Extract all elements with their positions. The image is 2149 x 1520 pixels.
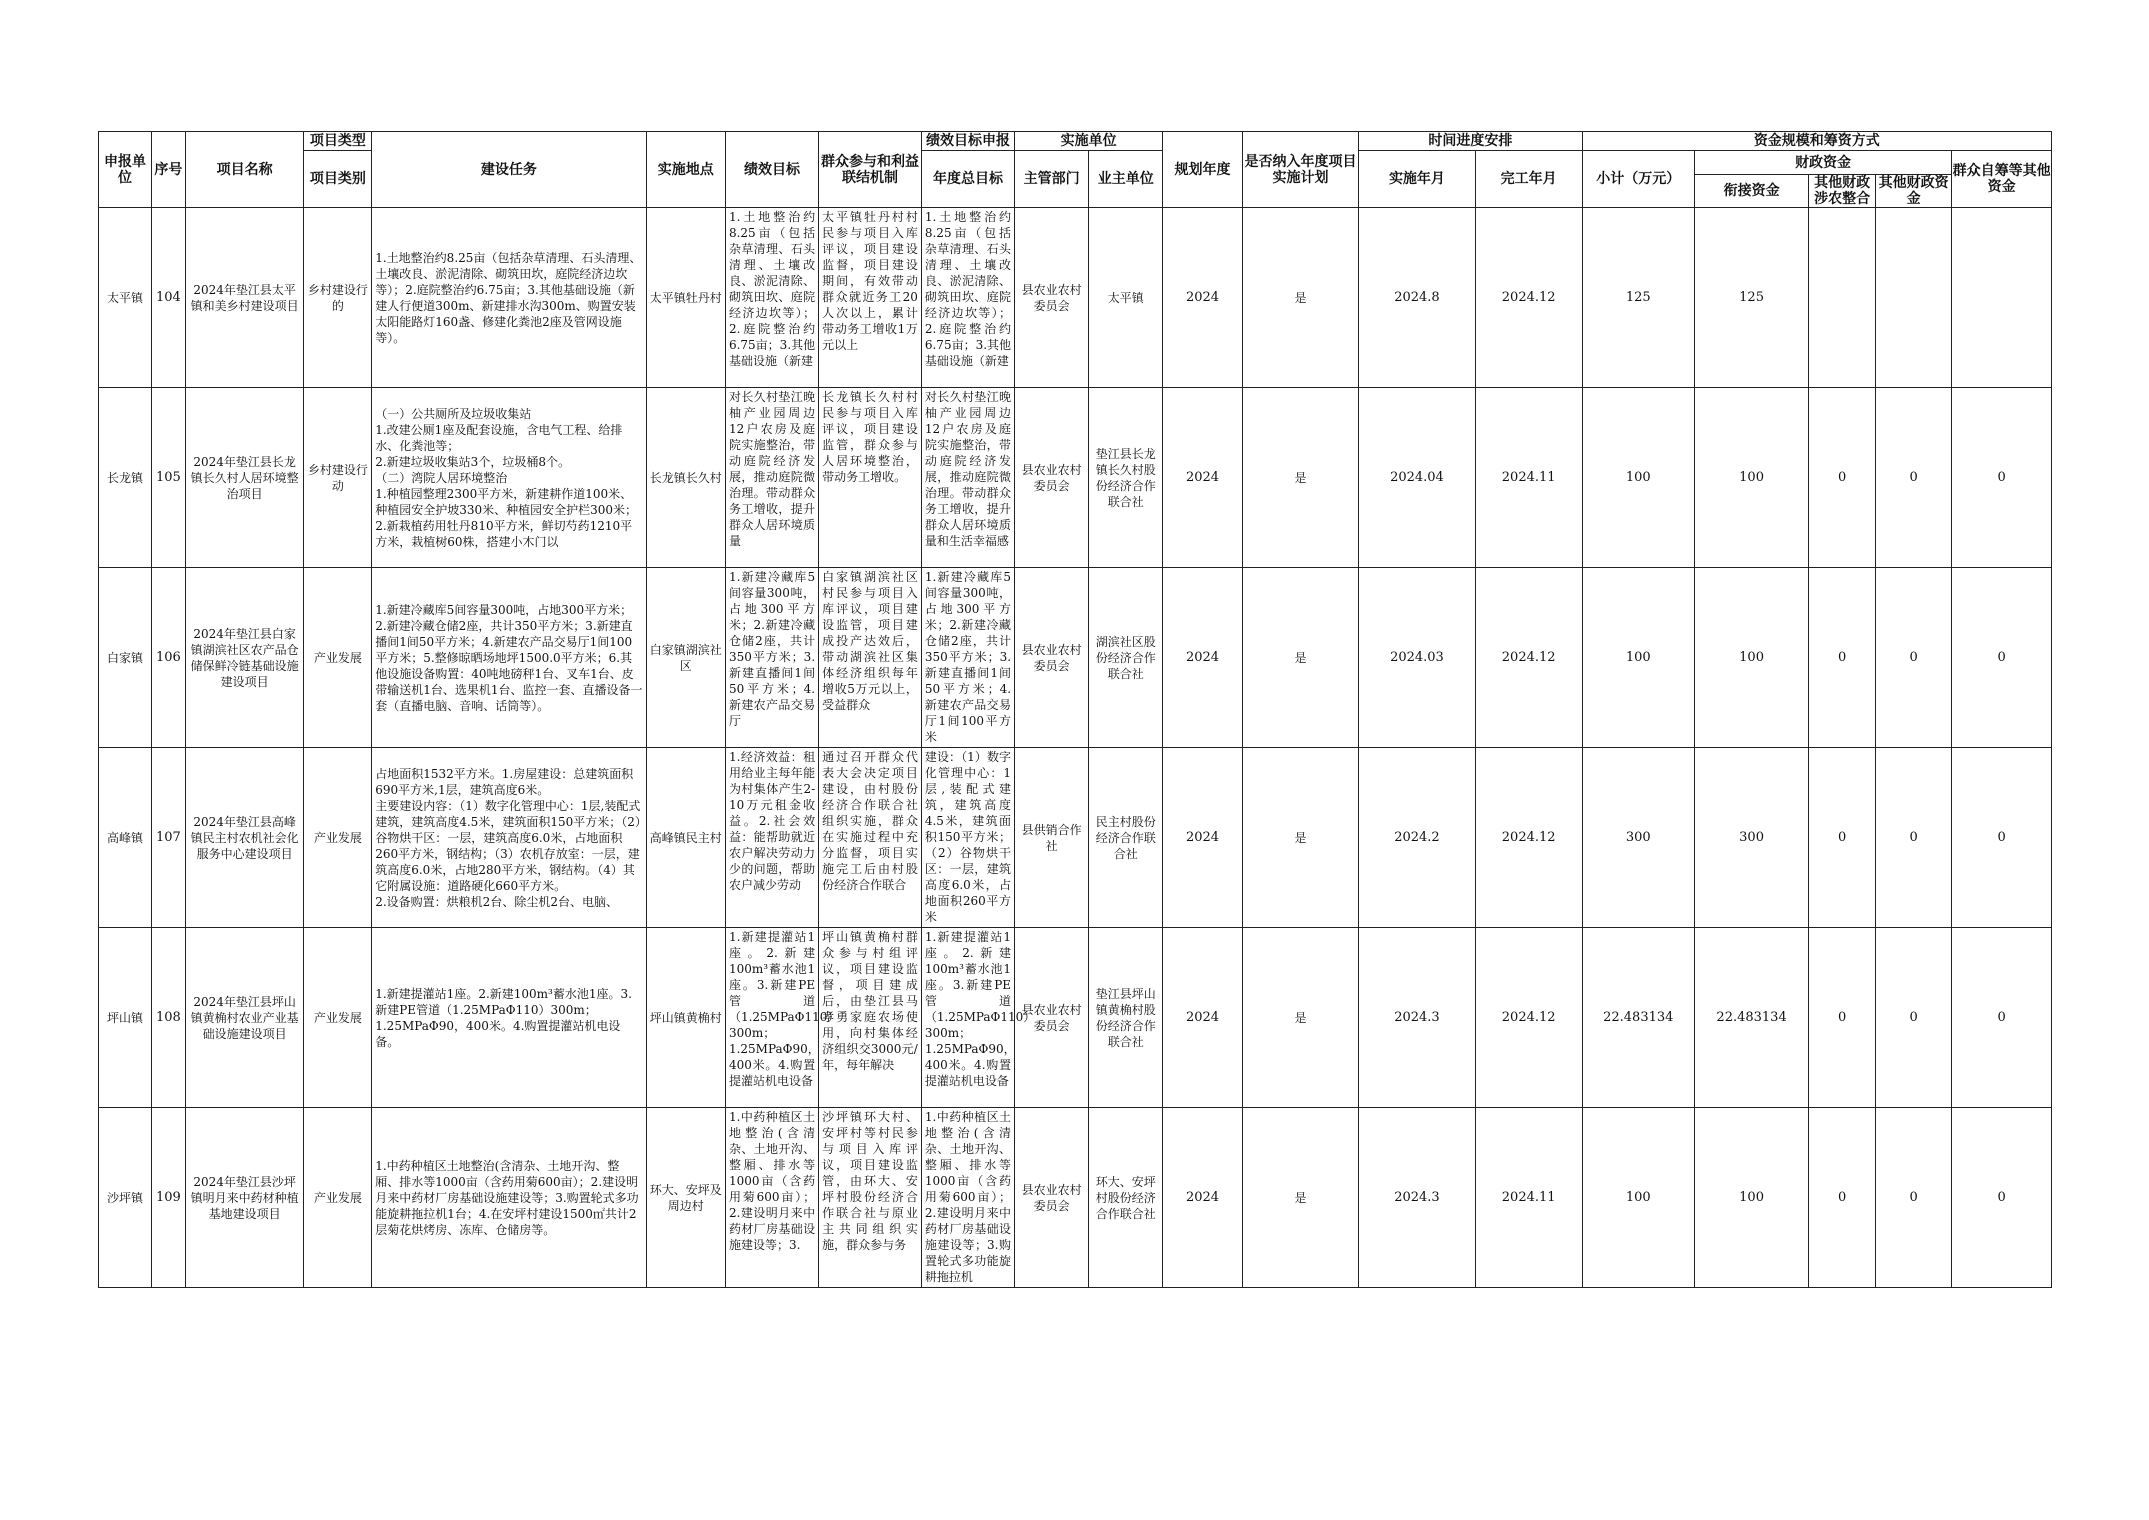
cell-other-agri-text: 0 <box>1837 649 1847 665</box>
cell-name <box>185 208 304 388</box>
cell-unit-text: 白家镇 <box>106 650 143 665</box>
cell-location <box>646 928 725 1108</box>
cell-dept <box>1015 568 1089 748</box>
cell-owner <box>1089 568 1163 748</box>
cell-owner <box>1089 208 1163 388</box>
cell-name <box>185 568 304 748</box>
cell-dept <box>1015 388 1089 568</box>
cell-plan-year-text: 2024 <box>1185 829 1220 845</box>
table-row <box>99 568 2052 748</box>
cell-self-raised <box>1952 748 2052 928</box>
cell-name <box>185 928 304 1108</box>
cell-task <box>372 208 646 388</box>
cell-location <box>646 568 725 748</box>
header-impl-group: 实施单位 <box>1015 132 1163 151</box>
cell-unit <box>99 388 152 568</box>
cell-task-text: 1.土地整治约8.25亩（包括杂草清理、石头清理、土壤改良、淤泥清除、砌筑田坎，庭院经济边坎等）；2.庭院整治约6.75亩；3.其他基础设施（新建人行便道300m、新建排水沟300m、购置安装太阳能路灯160盏、修建化粪池2座及管网设施等）。 <box>375 250 642 345</box>
cell-type <box>304 748 372 928</box>
cell-other-agri-text: 0 <box>1837 469 1847 485</box>
cell-goal-text: 1.新建提灌站1座。2.新建100m³蓄水池1座。3.新建PE管道（1.25MPaΦ110）300m；1.25MPaΦ90，400米。4.购置提灌站机电设备 <box>728 929 840 1088</box>
cell-self-raised <box>1952 208 2052 388</box>
cell-unit <box>99 568 152 748</box>
cell-task-text: 1.中药种植区土地整治(含清杂、土地开沟、整厢、排水等1000亩（含药用菊600亩）；2.建设明月来中药材厂房基础设施建设等；3.购置轮式多功能旋耕拖拉机1台；4.在安坪村建设1500㎡共计2层菊花烘烤房、冻库、仓储房等。 <box>375 1158 639 1237</box>
cell-unit <box>99 208 152 388</box>
cell-other-fiscal-text <box>1876 209 1951 387</box>
cell-other-fiscal <box>1875 388 1951 568</box>
cell-goal-text: 1.经济效益：租用给业主每年能为村集体产生2-10万元租金收益。2.社会效益：能帮助就近农户解决劳动力少的问题，帮助农户减少劳动 <box>728 749 816 892</box>
cell-seq-text: 106 <box>155 649 181 665</box>
cell-mechanism-text: 坪山镇黄桷村群众参与村组评议，项目建设监督，项目建成后，由垫江县马孝勇家庭农场使用，向村集体经济组织交3000元/年，每年解决 <box>822 929 918 1072</box>
cell-plan-year <box>1163 208 1242 388</box>
cell-mechanism <box>819 388 922 568</box>
header-other-agri: 其他财政涉农整合 <box>1809 175 1876 208</box>
cell-other-agri-text: 0 <box>1837 829 1847 845</box>
cell-mechanism <box>819 208 922 388</box>
cell-mechanism-text: 太平镇牡丹村村民参与项目入库评议，项目建设监督，项目建设期间，有效带动群众就近务工20人次以上，累计带动务工增收1万元以上 <box>822 209 918 352</box>
cell-self-raised <box>1952 1108 2052 1288</box>
cell-annual-goal <box>921 568 1014 748</box>
cell-in-plan <box>1242 928 1358 1108</box>
cell-name-text: 2024年垫江县太平镇和美乡村建设项目 <box>190 282 299 313</box>
cell-owner-text: 环大、安坪村股份经济合作联合社 <box>1095 1174 1156 1221</box>
cell-subtotal <box>1582 1108 1694 1288</box>
table-row <box>99 748 2052 928</box>
cell-owner <box>1089 388 1163 568</box>
project-table <box>98 131 2052 1288</box>
cell-other-agri <box>1809 1108 1876 1288</box>
cell-dept <box>1015 208 1089 388</box>
cell-end-text: 2024.12 <box>1501 1009 1556 1025</box>
cell-start-text: 2024.3 <box>1394 1009 1440 1025</box>
cell-end <box>1475 568 1582 748</box>
cell-other-fiscal-text: 0 <box>1909 649 1918 665</box>
cell-goal <box>725 388 818 568</box>
cell-plan-year-text: 2024 <box>1185 469 1220 485</box>
cell-location-text: 太平镇牡丹村 <box>649 290 722 305</box>
cell-link-fund-text: 125 <box>1739 289 1764 305</box>
cell-other-agri <box>1809 928 1876 1108</box>
cell-self-raised <box>1952 928 2052 1108</box>
cell-other-agri <box>1809 568 1876 748</box>
header-fund-group: 资金规模和筹资方式 <box>1582 132 2051 151</box>
cell-location-text: 白家镇湖滨社区 <box>649 642 722 673</box>
cell-subtotal <box>1582 568 1694 748</box>
cell-type <box>304 388 372 568</box>
header-mechanism: 群众参与和利益联结机制 <box>819 132 922 208</box>
cell-mechanism <box>819 1108 922 1288</box>
cell-self-raised-text: 0 <box>1997 829 2006 845</box>
cell-other-fiscal-text: 0 <box>1909 469 1918 485</box>
cell-seq <box>151 1108 185 1288</box>
cell-link-fund <box>1694 568 1808 748</box>
cell-end-text: 2024.12 <box>1501 649 1556 665</box>
cell-annual-goal-text: 建设：（1）数字化管理中心：1层,装配式建筑，建筑高度4.5米，建筑面积150平方米；（2）谷物烘干区：一层，建筑高度6.0米，占地面积260平方米 <box>924 749 1012 924</box>
cell-start <box>1359 388 1475 568</box>
cell-goal <box>725 568 818 748</box>
cell-in-plan-text: 是 <box>1294 1190 1307 1205</box>
cell-other-agri-text <box>1809 209 1875 387</box>
cell-type-text: 乡村建设行动 <box>307 462 368 493</box>
header-in-plan: 是否纳入年度项目实施计划 <box>1242 132 1358 208</box>
cell-name <box>185 748 304 928</box>
cell-annual-goal <box>921 748 1014 928</box>
cell-annual-goal-text: 对长久村垫江晚柚产业园周边12户农房及庭院实施整治，带动庭院经济发展，推动庭院微治理。带动群众务工增收，提升群众人居环境质量和生活幸福感 <box>924 389 1012 548</box>
table-body <box>99 208 2052 1288</box>
cell-link-fund-text: 100 <box>1739 1189 1764 1205</box>
cell-other-fiscal <box>1875 1108 1951 1288</box>
cell-dept-text: 县农业农村委员会 <box>1021 1002 1082 1033</box>
cell-owner <box>1089 928 1163 1108</box>
cell-in-plan-text: 是 <box>1294 470 1307 485</box>
cell-task <box>372 1108 646 1288</box>
table-row <box>99 208 2052 388</box>
cell-in-plan-text: 是 <box>1294 650 1307 665</box>
cell-link-fund <box>1694 208 1808 388</box>
cell-subtotal <box>1582 928 1694 1108</box>
cell-location <box>646 388 725 568</box>
cell-in-plan-text: 是 <box>1294 1010 1307 1025</box>
cell-name-text: 2024年垫江县沙坪镇明月来中药材种植基地建设项目 <box>190 1174 299 1221</box>
cell-unit <box>99 928 152 1108</box>
cell-link-fund-text: 100 <box>1739 469 1764 485</box>
cell-link-fund <box>1694 388 1808 568</box>
cell-start <box>1359 928 1475 1108</box>
cell-in-plan-text: 是 <box>1294 830 1307 845</box>
cell-annual-goal-text: 1.新建冷藏库5间容量300吨，占地300平方米；2.新建冷藏仓储2座，共计350平方米；3.新建直播间1间50平方米；4.新建农产品交易厅1间100平方米 <box>924 569 1012 744</box>
cell-owner-text: 太平镇 <box>1107 290 1144 305</box>
cell-link-fund <box>1694 748 1808 928</box>
cell-seq-text: 109 <box>155 1189 181 1205</box>
cell-name-text: 2024年垫江县高峰镇民主村农机社会化服务中心建设项目 <box>190 814 299 861</box>
cell-annual-goal <box>921 388 1014 568</box>
cell-owner-text: 民主村股份经济合作联合社 <box>1095 814 1156 861</box>
cell-other-fiscal-text: 0 <box>1909 1189 1918 1205</box>
header-owner: 业主单位 <box>1089 151 1163 208</box>
cell-other-fiscal <box>1875 748 1951 928</box>
cell-mechanism-text: 通过召开群众代表大会决定项目建设，由村股份经济合作联合社组织实施，群众在实施过程中充分监督，项目实施完工后由村股份经济合作联合 <box>822 749 918 892</box>
cell-subtotal-text: 125 <box>1625 289 1651 305</box>
cell-end <box>1475 208 1582 388</box>
header-seq: 序号 <box>151 132 185 208</box>
cell-seq <box>151 928 185 1108</box>
cell-unit-text: 坪山镇 <box>106 1010 143 1025</box>
cell-other-fiscal <box>1875 568 1951 748</box>
cell-end <box>1475 928 1582 1108</box>
cell-type-text: 产业发展 <box>313 1010 362 1025</box>
cell-in-plan-text: 是 <box>1294 290 1307 305</box>
cell-task <box>372 928 646 1108</box>
cell-seq-text: 107 <box>155 829 181 845</box>
cell-mechanism-text: 长龙镇长久村村民参与项目入库评议，项目建设监管，群众参与人居环境整治，带动务工增收。 <box>822 389 918 484</box>
cell-mechanism <box>819 568 922 748</box>
header-fiscal-group: 财政资金 <box>1694 151 1951 175</box>
header-location: 实施地点 <box>646 132 725 208</box>
header-link-fund: 衔接资金 <box>1694 175 1808 208</box>
cell-task-text: （一）公共厕所及垃圾收集站 1.改建公厕1座及配套设施，含电气工程、给排水、化粪池等； 2.新建垃圾收集站3个，垃圾桶8个。 （二）湾院人居环境整治 1.种植园整理2300平方米，新建耕作道100米、种植园安全护坡330米、种植园安全护栏300米； 2.新栽植药用牡丹810平方米，鲜切芍药1210平方米，栽植树60株，搭建小木门以 <box>375 406 638 549</box>
cell-unit-text: 太平镇 <box>106 290 143 305</box>
cell-plan-year-text: 2024 <box>1185 1189 1220 1205</box>
cell-seq <box>151 748 185 928</box>
cell-start <box>1359 748 1475 928</box>
cell-link-fund-text: 22.483134 <box>1716 1009 1787 1025</box>
header-type: 项目类别 <box>304 151 372 208</box>
header-subtotal: 小计（万元） <box>1582 151 1694 208</box>
cell-other-fiscal <box>1875 208 1951 388</box>
cell-start-text: 2024.2 <box>1394 829 1440 845</box>
header-time-group: 时间进度安排 <box>1359 132 1582 151</box>
cell-link-fund <box>1694 1108 1808 1288</box>
cell-unit-text: 长龙镇 <box>106 470 143 485</box>
cell-other-fiscal <box>1875 928 1951 1108</box>
cell-end-text: 2024.11 <box>1501 469 1556 485</box>
cell-start-text: 2024.03 <box>1390 649 1444 665</box>
cell-type-text: 产业发展 <box>313 830 362 845</box>
cell-location-text: 高峰镇民主村 <box>649 830 722 845</box>
cell-dept-text: 县农业农村委员会 <box>1021 282 1082 313</box>
cell-seq-text: 108 <box>155 1009 181 1025</box>
cell-annual-goal-text: 1.土地整治约8.25亩（包括杂草清理、石头清理、土壤改良、淤泥清除、砌筑田坎、庭院经济边坎等）；2.庭院整治约6.75亩；3.其他基础设施（新建 <box>924 209 1012 368</box>
cell-goal-text: 对长久村垫江晚柚产业园周边12户农房及庭院实施整治，带动庭院经济发展，推动庭院微治理。带动群众务工增收，提升群众人居环境质量 <box>728 389 816 548</box>
cell-dept-text: 县农业农村委员会 <box>1021 462 1082 493</box>
cell-start-text: 2024.8 <box>1394 289 1440 305</box>
cell-goal <box>725 748 818 928</box>
cell-other-agri <box>1809 208 1876 388</box>
cell-start <box>1359 568 1475 748</box>
cell-plan-year-text: 2024 <box>1185 289 1220 305</box>
cell-link-fund-text: 100 <box>1739 649 1764 665</box>
cell-location-text: 环大、安坪及周边村 <box>649 1182 722 1213</box>
cell-task <box>372 388 646 568</box>
header-end: 完工年月 <box>1475 151 1582 208</box>
cell-subtotal-text: 22.483134 <box>1603 1009 1674 1025</box>
cell-goal <box>725 208 818 388</box>
cell-type <box>304 1108 372 1288</box>
cell-in-plan <box>1242 1108 1358 1288</box>
cell-subtotal-text: 100 <box>1625 649 1651 665</box>
cell-dept-text: 县供销合作社 <box>1021 822 1082 853</box>
cell-name-text: 2024年垫江县长龙镇长久村人居环境整治项目 <box>190 454 299 501</box>
cell-self-raised <box>1952 568 2052 748</box>
cell-owner-text: 垫江县长龙镇长久村股份经济合作联合社 <box>1095 446 1156 509</box>
cell-end <box>1475 1108 1582 1288</box>
cell-in-plan <box>1242 388 1358 568</box>
cell-task-text: 占地面积1532平方米。1.房屋建设：总建筑面积690平方米,1层，建筑高度6米。 主要建设内容：（1）数字化管理中心：1层,装配式建筑，建筑高度4.5米，建筑面积150平方米；（2）谷物烘干区：一层，建筑高度6.0米，占地面积260平方米，钢结构；（3）农机存放室：一层，建筑高度6.0米，占地280平方米，钢结构。（4）其它附属设施：道路硬化660平方米。 2.设备购置：烘粮机2台、除尘机2台、电脑、 <box>375 766 641 909</box>
cell-end-text: 2024.12 <box>1501 289 1556 305</box>
cell-dept <box>1015 1108 1089 1288</box>
header-annual-goal: 年度总目标 <box>921 151 1014 208</box>
table-row <box>99 1108 2052 1288</box>
cell-mechanism <box>819 748 922 928</box>
header-self-raised: 群众自筹等其他资金 <box>1952 151 2052 208</box>
cell-dept <box>1015 748 1089 928</box>
cell-mechanism <box>819 928 922 1108</box>
cell-task <box>372 748 646 928</box>
cell-self-raised-text <box>1952 209 2051 387</box>
table-header <box>99 132 2052 208</box>
header-other-fiscal: 其他财政资金 <box>1875 175 1951 208</box>
cell-plan-year-text: 2024 <box>1185 1009 1220 1025</box>
cell-name-text: 2024年垫江县白家镇湖滨社区农产品仓储保鲜冷链基础设施建设项目 <box>190 626 299 689</box>
header-dept: 主管部门 <box>1015 151 1089 208</box>
cell-seq <box>151 568 185 748</box>
cell-dept <box>1015 928 1089 1108</box>
cell-plan-year-text: 2024 <box>1185 649 1220 665</box>
cell-in-plan <box>1242 748 1358 928</box>
cell-other-fiscal-text: 0 <box>1909 829 1918 845</box>
cell-annual-goal-text: 1.新建提灌站1座。2.新建100m³蓄水池1座。3.新建PE管道（1.25MPaΦ110）300m；1.25MPaΦ90，400米。4.购置提灌站机电设备 <box>924 929 1036 1088</box>
cell-annual-goal-text: 1.中药种植区土地整治(含清杂、土地开沟、整厢、排水等1000亩（含药用菊600亩）；2.建设明月来中药材厂房基础设施建设等；3.购置轮式多功能旋耕拖拉机 <box>924 1109 1012 1284</box>
cell-goal <box>725 928 840 1108</box>
cell-task-text: 1.新建提灌站1座。2.新建100m³蓄水池1座。3.新建PE管道（1.25MPaΦ110）300m；1.25MPaΦ90，400米。4.购置提灌站机电设备。 <box>375 986 632 1049</box>
header-start: 实施年月 <box>1359 151 1475 208</box>
cell-start <box>1359 1108 1475 1288</box>
cell-unit-text: 高峰镇 <box>106 830 143 845</box>
cell-other-agri <box>1809 748 1876 928</box>
header-type-group: 项目类型 <box>304 132 372 151</box>
cell-owner-text: 垫江县坪山镇黄桷村股份经济合作联合社 <box>1095 986 1156 1049</box>
cell-owner <box>1089 1108 1163 1288</box>
header-goal: 绩效目标 <box>725 132 818 208</box>
cell-plan-year <box>1163 748 1242 928</box>
cell-other-fiscal-text: 0 <box>1909 1009 1918 1025</box>
cell-end <box>1475 748 1582 928</box>
cell-owner-text: 湖滨社区股份经济合作联合社 <box>1095 634 1156 681</box>
cell-mechanism-text: 沙坪镇环大村、安坪村等村民参与项目入库评议，项目建设监管，由环大、安坪村股份经济合作联合社与原业主共同组织实施，群众参与务 <box>822 1109 918 1252</box>
cell-subtotal <box>1582 388 1694 568</box>
cell-seq-text: 105 <box>155 469 181 485</box>
cell-goal-text: 1.中药种植区土地整治(含清杂、土地开沟、整厢、排水等1000亩（含药用菊600亩）；2.建设明月来中药材厂房基础设施建设等；3. <box>728 1109 816 1252</box>
cell-unit <box>99 1108 152 1288</box>
cell-location-text: 长龙镇长久村 <box>649 470 722 485</box>
cell-goal-text: 1.土地整治约8.25亩（包括杂草清理、石头清理、土壤改良、淤泥清除、砌筑田坎、庭院经济边坎等）；2.庭院整治约6.75亩；3.其他基础设施（新建 <box>728 209 816 368</box>
cell-subtotal <box>1582 748 1694 928</box>
cell-type-text: 产业发展 <box>313 650 362 665</box>
cell-self-raised-text: 0 <box>1997 469 2006 485</box>
cell-mechanism-text: 白家镇湖滨社区村民参与项目入库评议，项目建设监管，项目建成投产达效后，带动湖滨社区集体经济组织每年增收5万元以上，受益群众 <box>822 569 918 712</box>
cell-location <box>646 1108 725 1288</box>
cell-location <box>646 748 725 928</box>
cell-self-raised-text: 0 <box>1997 1189 2006 1205</box>
cell-unit-text: 沙坪镇 <box>106 1190 143 1205</box>
cell-plan-year <box>1163 568 1242 748</box>
cell-in-plan <box>1242 568 1358 748</box>
cell-name <box>185 388 304 568</box>
cell-seq-text: 104 <box>155 289 181 305</box>
cell-subtotal-text: 100 <box>1625 1189 1651 1205</box>
cell-dept-text: 县农业农村委员会 <box>1021 642 1082 673</box>
header-perf-group: 绩效目标申报 <box>921 132 1014 151</box>
cell-self-raised-text: 0 <box>1997 1009 2006 1025</box>
cell-link-fund <box>1694 928 1808 1108</box>
cell-self-raised <box>1952 388 2052 568</box>
cell-unit <box>99 748 152 928</box>
cell-end <box>1475 388 1582 568</box>
cell-subtotal-text: 100 <box>1625 469 1651 485</box>
header-unit: 申报单位 <box>99 132 152 208</box>
cell-location-text: 坪山镇黄桷村 <box>649 1010 722 1025</box>
cell-task-text: 1.新建冷藏库5间容量300吨，占地300平方米；2.新建冷藏仓储2座，共计350平方米；3.新建直播间1间50平方米；4.新建农产品交易厅1间100平方米；5.整修晾晒场地坪1500.0平方米；6.其他设施设备购置：40吨地磅秤1台、叉车1台、皮带输送机1台、选果机1台、监控一套、直播设备一套（直播电脑、音响、话筒等）。 <box>375 602 643 713</box>
cell-other-agri-text: 0 <box>1837 1189 1847 1205</box>
cell-type <box>304 568 372 748</box>
cell-task <box>372 568 646 748</box>
cell-goal-text: 1.新建冷藏库5间容量300吨，占地300平方米；2.新建冷藏仓储2座，共计350平方米；3.新建直播间1间50平方米；4.新建农产品交易厅 <box>728 569 816 728</box>
header-plan-year: 规划年度 <box>1163 132 1242 208</box>
cell-annual-goal <box>921 1108 1014 1288</box>
cell-annual-goal <box>921 928 1036 1108</box>
cell-other-agri <box>1809 388 1876 568</box>
cell-start-text: 2024.3 <box>1394 1189 1440 1205</box>
cell-annual-goal <box>921 208 1014 388</box>
table-row <box>99 928 2052 1108</box>
cell-other-agri-text: 0 <box>1837 1009 1847 1025</box>
cell-end-text: 2024.11 <box>1501 1189 1556 1205</box>
cell-plan-year <box>1163 928 1242 1108</box>
cell-goal <box>725 1108 818 1288</box>
cell-link-fund-text: 300 <box>1739 829 1764 845</box>
cell-subtotal <box>1582 208 1694 388</box>
cell-seq <box>151 388 185 568</box>
cell-plan-year <box>1163 388 1242 568</box>
cell-type-text: 乡村建设行的 <box>307 282 368 313</box>
cell-in-plan <box>1242 208 1358 388</box>
cell-type <box>304 928 372 1108</box>
cell-type-text: 产业发展 <box>313 1190 362 1205</box>
cell-subtotal-text: 300 <box>1625 829 1651 845</box>
cell-name-text: 2024年垫江县坪山镇黄桷村农业产业基础设施建设项目 <box>190 994 299 1041</box>
cell-start <box>1359 208 1475 388</box>
cell-self-raised-text: 0 <box>1997 649 2006 665</box>
cell-location <box>646 208 725 388</box>
cell-dept-text: 县农业农村委员会 <box>1021 1182 1082 1213</box>
header-name: 项目名称 <box>185 132 304 208</box>
cell-type <box>304 208 372 388</box>
cell-name <box>185 1108 304 1288</box>
header-task: 建设任务 <box>372 132 646 208</box>
cell-start-text: 2024.04 <box>1390 469 1444 485</box>
cell-owner <box>1089 748 1163 928</box>
cell-end-text: 2024.12 <box>1501 829 1556 845</box>
cell-seq <box>151 208 185 388</box>
cell-plan-year <box>1163 1108 1242 1288</box>
table-row <box>99 388 2052 568</box>
